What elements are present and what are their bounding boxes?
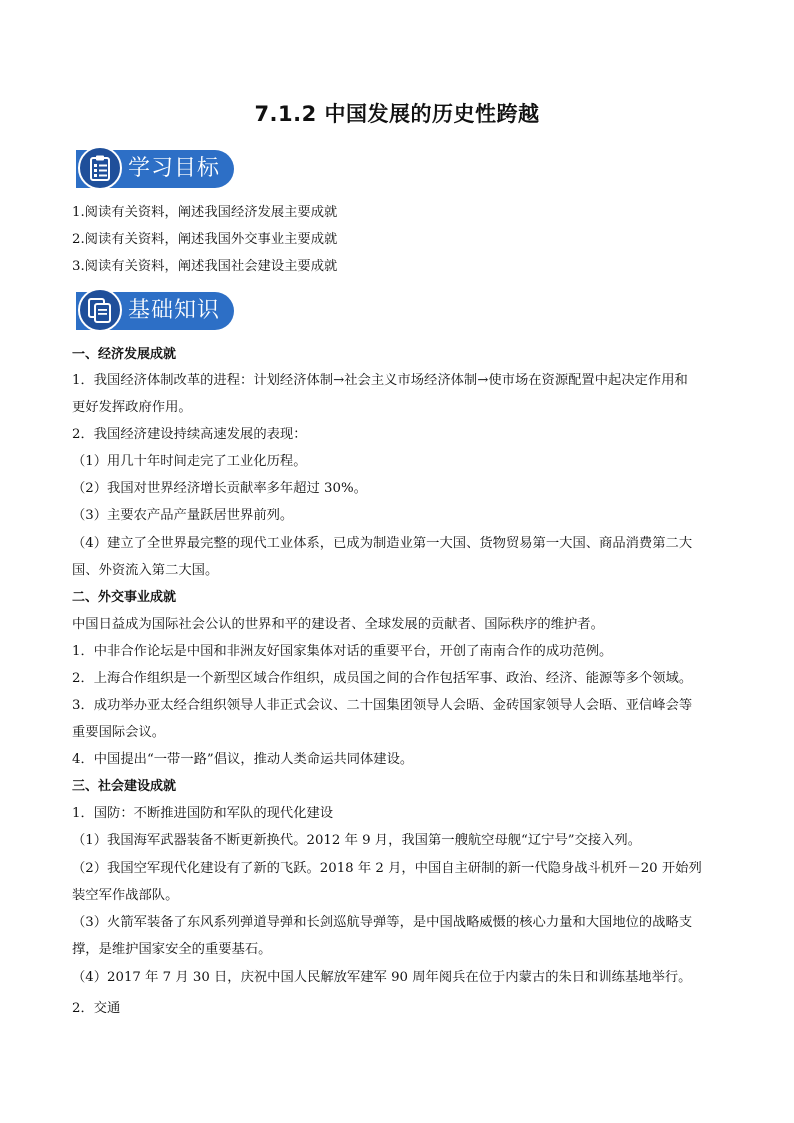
goals-banner-label: 学习目标 (128, 156, 221, 181)
text-line: 重要国际会议。 (72, 725, 166, 740)
text-line: （3）主要农产品产量跃居世界前列。 (72, 508, 294, 523)
text-line: 1．国防：不断推进国防和军队的现代化建设 (72, 806, 334, 821)
text-line: 国、外资流入第二大国。 (72, 563, 219, 578)
text-line: 3．成功举办亚太经合组织领导人非正式会议、二十国集团领导人会晤、金砖国家领导人会晤、亚信峰会等 (72, 698, 693, 713)
section-heading-economy: 一、经济发展成就 (72, 347, 177, 362)
basics-banner (76, 288, 236, 332)
text-line: 2．交通 (72, 1001, 121, 1016)
text-line: 2．我国经济建设持续高速发展的表现： (72, 427, 307, 442)
text-line: 更好发挥政府作用。 (72, 400, 192, 415)
goal-item: 1.阅读有关资料，阐述我国经济发展主要成就 (72, 205, 338, 220)
section-heading-diplomacy: 二、外交事业成就 (72, 590, 177, 605)
goal-item: 3.阅读有关资料，阐述我国社会建设主要成就 (72, 259, 338, 274)
text-line: （2）我国空军现代化建设有了新的飞跃。2018 年 2 月，中国自主研制的新一代隐身战斗机歼－20 开始列 (72, 861, 702, 876)
basics-banner-label: 基础知识 (128, 298, 221, 323)
text-line: （4）2017 年 7 月 30 日，庆祝中国人民解放军建军 90 周年阅兵在位于内蒙古的朱日和训练基地举行。 (72, 970, 692, 985)
text-line: 4．中国提出“一带一路”倡议，推动人类命运共同体建设。 (72, 752, 414, 767)
text-line: 撑，是维护国家安全的重要基石。 (72, 942, 272, 957)
text-line: （4）建立了全世界最完整的现代工业体系，已成为制造业第一大国、货物贸易第一大国、商品消费第二大 (72, 536, 693, 551)
text-line: （2）我国对世界经济增长贡献率多年超过 30%。 (72, 481, 367, 496)
text-line: 中国日益成为国际社会公认的世界和平的建设者、全球发展的贡献者、国际秩序的维护者。 (72, 617, 604, 632)
text-line: 1．我国经济体制改革的进程：计划经济体制→社会主义市场经济体制→使市场在资源配置中起决定作用和 (72, 373, 688, 388)
text-line: 1．中非合作论坛是中国和非洲友好国家集体对话的重要平台，开创了南南合作的成功范例。 (72, 644, 613, 659)
text-line: （1）我国海军武器装备不断更新换代。2012 年 9 月，我国第一艘航空母舰“辽宁号”交接入列。 (72, 833, 642, 848)
stacked-documents-icon (85, 295, 115, 325)
text-line: （1）用几十年时间走完了工业化历程。 (72, 454, 307, 469)
goals-banner (76, 146, 236, 190)
text-line: （3）火箭军装备了东风系列弹道导弹和长剑巡航导弹等，是中国战略威慑的核心力量和大国地位的战略支 (72, 915, 693, 930)
page-title: 7.1.2 中国发展的历史性跨越 (254, 102, 540, 126)
clipboard-list-icon (85, 153, 115, 183)
section-heading-society: 三、社会建设成就 (72, 779, 177, 794)
text-line: 2．上海合作组织是一个新型区域合作组织，成员国之间的合作包括军事、政治、经济、能源等多个领域。 (72, 671, 693, 686)
goal-item: 2.阅读有关资料，阐述我国外交事业主要成就 (72, 232, 338, 247)
text-line: 装空军作战部队。 (72, 888, 179, 903)
